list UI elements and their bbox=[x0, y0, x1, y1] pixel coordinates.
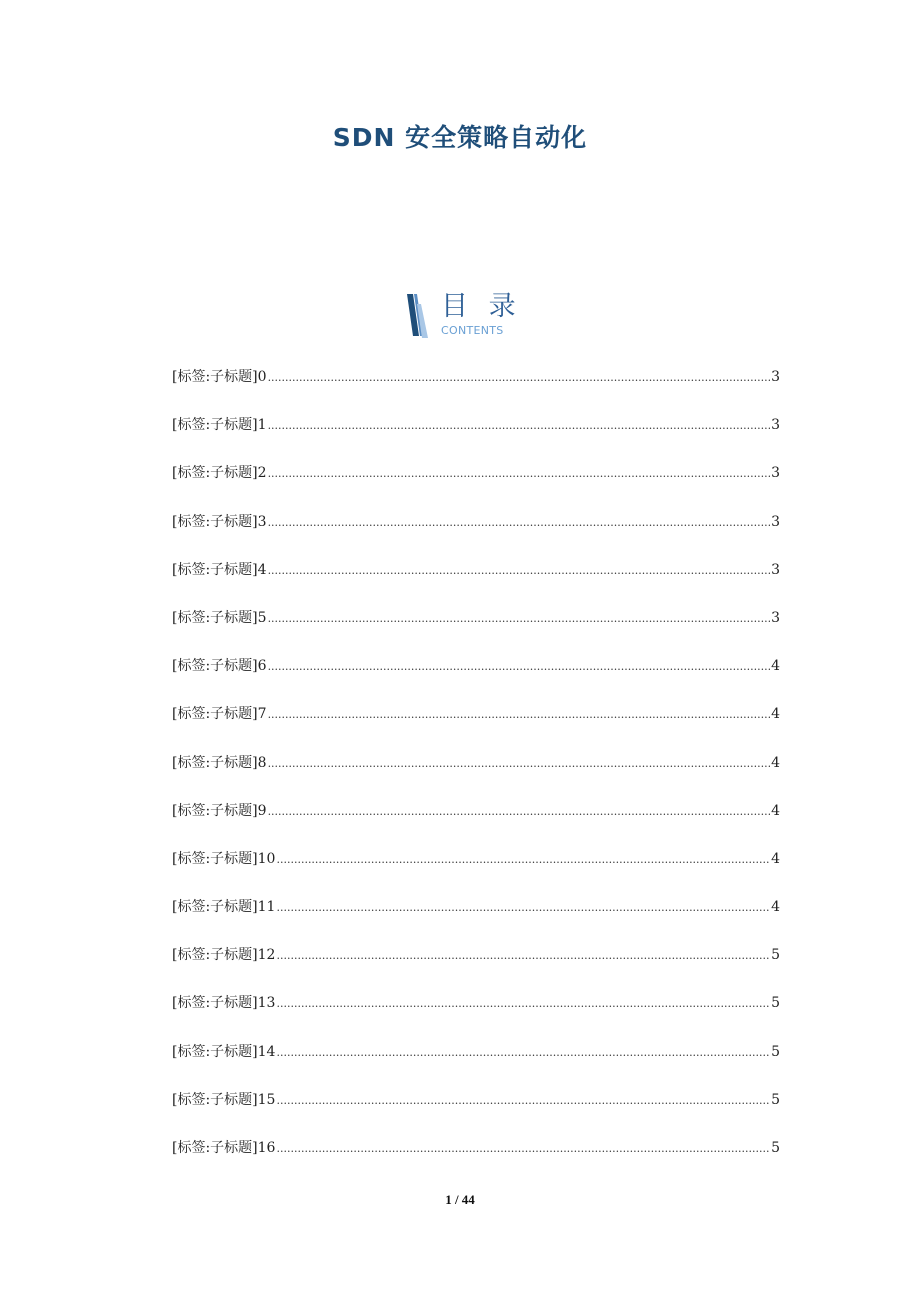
toc-entry-label: [标签:子标题]0 bbox=[172, 369, 267, 385]
toc-subheading: CONTENTS bbox=[441, 324, 504, 337]
toc-entry-page: 4 bbox=[771, 706, 780, 723]
toc-entry-page: 3 bbox=[771, 561, 780, 578]
toc-dot-leader bbox=[276, 896, 770, 919]
toc-entry-label: [标签:子标题]10 bbox=[172, 850, 276, 867]
toc-entry[interactable] bbox=[172, 944, 780, 992]
toc-entry-page: 4 bbox=[771, 899, 780, 916]
toc-dot-leader bbox=[276, 944, 770, 967]
toc-entry-label: [标签:子标题]3 bbox=[172, 513, 267, 530]
toc-entry-label: [标签:子标题]9 bbox=[172, 802, 267, 819]
toc-entry-label: [标签:子标题]15 bbox=[172, 1091, 276, 1108]
toc-entry-page: 3 bbox=[771, 609, 780, 626]
toc-entry-label: [标签:子标题]8 bbox=[172, 754, 267, 771]
toc-entry-label: [标签:子标题]16 bbox=[172, 1140, 276, 1156]
toc-dot-leader bbox=[268, 703, 771, 726]
toc-dot-leader bbox=[276, 1137, 770, 1160]
toc-entry-label: [标签:子标题]4 bbox=[172, 561, 267, 578]
toc-entry-label: [标签:子标题]2 bbox=[172, 465, 267, 482]
toc-entry[interactable] bbox=[172, 752, 780, 800]
toc-entry[interactable] bbox=[172, 703, 780, 751]
toc-entry-label: [标签:子标题]7 bbox=[172, 706, 267, 723]
toc-entry-page: 4 bbox=[771, 850, 780, 867]
toc-entry-page: 3 bbox=[771, 513, 780, 530]
toc-entry-label: [标签:子标题]6 bbox=[172, 658, 267, 675]
toc-entry[interactable] bbox=[172, 800, 780, 848]
toc-entry-page: 4 bbox=[771, 802, 780, 819]
toc-dot-leader bbox=[276, 1089, 770, 1112]
toc-entry[interactable] bbox=[172, 896, 780, 944]
toc-logo-icon bbox=[404, 294, 432, 338]
toc-entry[interactable] bbox=[172, 366, 780, 414]
toc-dot-leader bbox=[276, 1041, 770, 1064]
toc-entry-label: [标签:子标题]11 bbox=[172, 899, 276, 916]
toc-header bbox=[404, 292, 524, 340]
toc-entry-page: 4 bbox=[771, 754, 780, 771]
toc-entry[interactable] bbox=[172, 1137, 780, 1185]
toc-dot-leader bbox=[268, 559, 771, 582]
toc-dot-leader bbox=[276, 848, 770, 871]
toc-dot-leader bbox=[268, 800, 771, 823]
toc-dot-leader bbox=[268, 462, 771, 485]
toc-entry[interactable] bbox=[172, 559, 780, 607]
toc-entry-page: 5 bbox=[771, 947, 780, 964]
toc-entry-label: [标签:子标题]12 bbox=[172, 947, 276, 964]
toc-entry[interactable] bbox=[172, 1041, 780, 1089]
toc-dot-leader bbox=[268, 511, 771, 534]
toc-entry[interactable] bbox=[172, 848, 780, 896]
toc-entry[interactable] bbox=[172, 511, 780, 559]
page-number: 1 / 44 bbox=[445, 1192, 475, 1207]
toc-entry[interactable] bbox=[172, 414, 780, 462]
toc-entry-page: 3 bbox=[771, 369, 780, 385]
toc-entry[interactable] bbox=[172, 992, 780, 1040]
toc-entry-page: 5 bbox=[771, 1140, 780, 1156]
toc-entry[interactable] bbox=[172, 1089, 780, 1137]
toc-entry-page: 5 bbox=[771, 995, 780, 1012]
toc-dot-leader bbox=[268, 655, 771, 678]
toc-entry-page: 3 bbox=[771, 417, 780, 434]
toc-entry-label: [标签:子标题]13 bbox=[172, 995, 276, 1012]
toc-dot-leader bbox=[268, 752, 771, 775]
toc-entry-page: 5 bbox=[771, 1091, 780, 1108]
toc-entry[interactable] bbox=[172, 462, 780, 510]
toc-dot-leader bbox=[276, 992, 770, 1015]
toc-entry-page: 5 bbox=[771, 1043, 780, 1060]
toc-dot-leader bbox=[268, 366, 771, 389]
toc-entry-label: [标签:子标题]5 bbox=[172, 609, 267, 626]
toc-entry-label: [标签:子标题]1 bbox=[172, 417, 267, 434]
toc-entry[interactable] bbox=[172, 655, 780, 703]
toc-entry-label: [标签:子标题]14 bbox=[172, 1043, 276, 1060]
toc-entry-page: 3 bbox=[771, 465, 780, 482]
document-title: SDN 安全策略自动化 bbox=[332, 123, 588, 152]
toc-heading: 目 录 bbox=[441, 291, 522, 322]
toc-dot-leader bbox=[268, 607, 771, 630]
toc-entry[interactable] bbox=[172, 607, 780, 655]
toc-list bbox=[172, 366, 780, 1185]
toc-entry-page: 4 bbox=[771, 658, 780, 675]
toc-dot-leader bbox=[268, 414, 771, 437]
